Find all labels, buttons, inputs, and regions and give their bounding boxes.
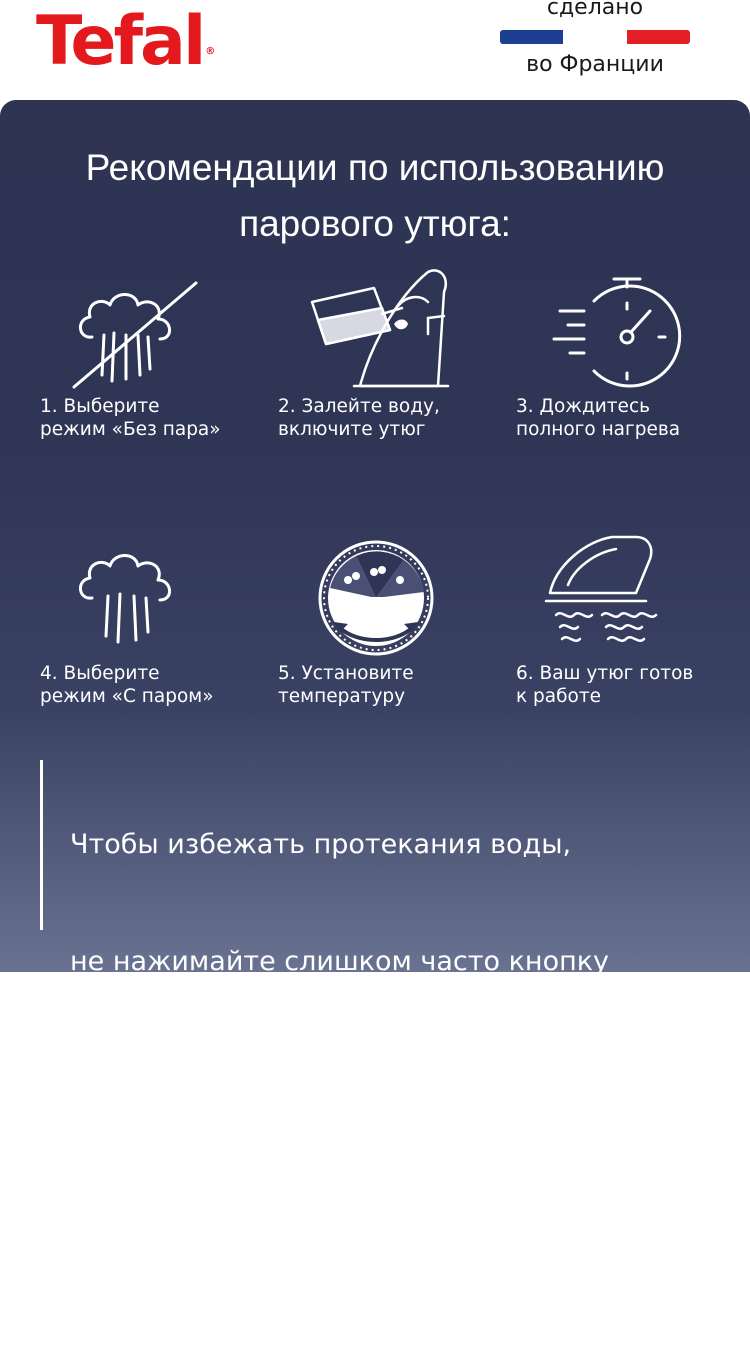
country-label: во Франции [526, 52, 664, 77]
step-4 [40, 540, 270, 708]
note-accent-bar [40, 760, 43, 930]
steam-off-icon [40, 275, 270, 395]
step-1-caption: 1. Выберите режим «Без пара» [40, 396, 221, 440]
iron-ready-icon [516, 535, 746, 662]
warning-note: Чтобы избежать протекания воды, не нажимайте слишком часто кнопку парового удара. При частых нажатиях пар не успевает образовываться в паровой камере. [70, 829, 693, 1328]
step-3-caption: 3. Дождитесь полного нагрева [516, 396, 681, 440]
step-2-caption: 2. Залейте воду, включите утюг [278, 396, 440, 440]
step-2 [278, 258, 508, 441]
french-flag-icon [500, 30, 690, 44]
steam-on-icon [40, 540, 270, 662]
step-5-caption: 5. Установите температуру [278, 663, 414, 707]
made-in-france-badge [500, 0, 690, 82]
stopwatch-icon [516, 275, 746, 395]
page-title: Рекомендации по использованию парового утюга: [85, 147, 665, 244]
step-3 [516, 275, 746, 441]
step-1 [40, 275, 270, 441]
fill-water-icon [278, 258, 508, 395]
made-label: сделано [546, 0, 644, 20]
tefal-logo: Tefal ® [36, 2, 216, 81]
step-4-caption: 4. Выберите режим «С паром» [40, 663, 214, 707]
step-6 [516, 535, 746, 708]
step-5 [278, 540, 508, 708]
step-6-caption: 6. Ваш утюг готов к работе [516, 663, 694, 707]
temperature-dial-icon [278, 540, 508, 662]
